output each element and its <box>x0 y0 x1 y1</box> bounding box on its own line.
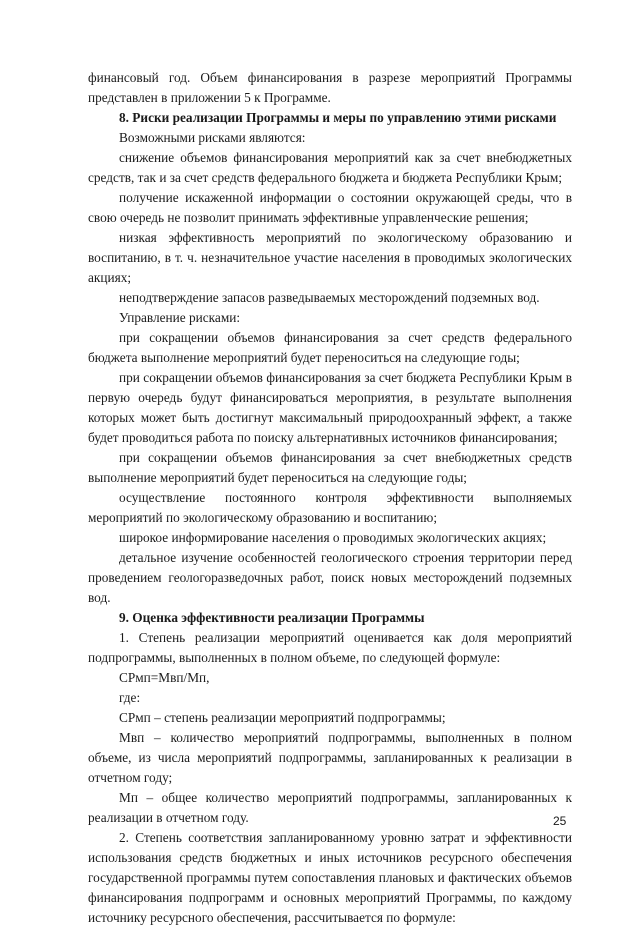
formula: СРмп=Мвп/Мп, <box>119 670 210 685</box>
text-paragraph: 2. Степень соответствия запланированному уровню затрат и эффективности использования средств бюджетных и иных источников ресурсного обеспечения государственной программы путем сопоставления плановых и фактических объемов финансирования подпрограмм и основных мероприятий Программы, по каждому источнику ресурсного обеспечения, рассчитывается по формуле: <box>88 830 572 925</box>
text-paragraph: снижение объемов финансирования мероприятий как за счет внебюджетных средств, так и за счет средств федерального бюджета и бюджета Республики Крым; <box>88 150 572 185</box>
text-paragraph: Мвп – количество мероприятий подпрограммы, выполненных в полном объеме, из числа мероприятий подпрограммы, запланированных к реализации в отчетном году; <box>88 730 572 785</box>
section-heading-risks: 8. Риски реализации Программы и меры по управлению этими рисками <box>119 110 557 125</box>
text-paragraph: Мп – общее количество мероприятий подпрограммы, запланированных к реализации в отчетном году. <box>88 790 572 825</box>
text-paragraph: при сокращении объемов финансирования за счет средств федерального бюджета выполнение мероприятий будет переноситься на следующие годы; <box>88 330 572 365</box>
text-paragraph: при сокращении объемов финансирования за счет внебюджетных средств выполнение мероприятий будет переноситься на следующие годы; <box>88 450 572 485</box>
text-paragraph: СРмп – степень реализации мероприятий подпрограммы; <box>119 710 446 725</box>
text-paragraph: Возможными рисками являются: <box>119 130 306 145</box>
text-paragraph: финансовый год. Объем финансирования в разрезе мероприятий Программы представлен в приложении 5 к Программе. <box>88 70 572 105</box>
text-paragraph: детальное изучение особенностей геологического строения территории перед проведением геологоразведочных работ, поиск новых месторождений подземных вод. <box>88 550 572 605</box>
section-heading-efficiency: 9. Оценка эффективности реализации Программы <box>119 610 425 625</box>
page-number: 25 <box>553 814 567 828</box>
text-paragraph: низкая эффективность мероприятий по экологическому образованию и воспитанию, в т. ч. незначительное участие населения в проводимых экологических акциях; <box>88 230 572 285</box>
text-paragraph: широкое информирование населения о проводимых экологических акциях; <box>119 530 547 545</box>
text-paragraph: Управление рисками: <box>119 310 241 325</box>
text-paragraph: неподтверждение запасов разведываемых месторождений подземных вод. <box>119 290 540 305</box>
text-paragraph: при сокращении объемов финансирования за счет бюджета Республики Крым в первую очередь будут финансироваться мероприятия, в результате выполнения которых может быть достигнут максимальный природоохранный эффект, а также будет проводиться работа по поиску альтернативных источников финансирования; <box>88 370 572 445</box>
text-paragraph: осуществление постоянного контроля эффективности выполняемых мероприятий по экологическому образованию и воспитанию; <box>88 490 572 525</box>
document-body <box>88 68 572 928</box>
text-paragraph: 1. Степень реализации мероприятий оценивается как доля мероприятий подпрограммы, выполненных в полном объеме, по следующей формуле: <box>88 630 572 665</box>
text-paragraph: получение искаженной информации о состоянии окружающей среды, что в свою очередь не позволит принимать эффективные управленческие решения; <box>88 190 572 225</box>
text-paragraph: где: <box>119 690 141 705</box>
